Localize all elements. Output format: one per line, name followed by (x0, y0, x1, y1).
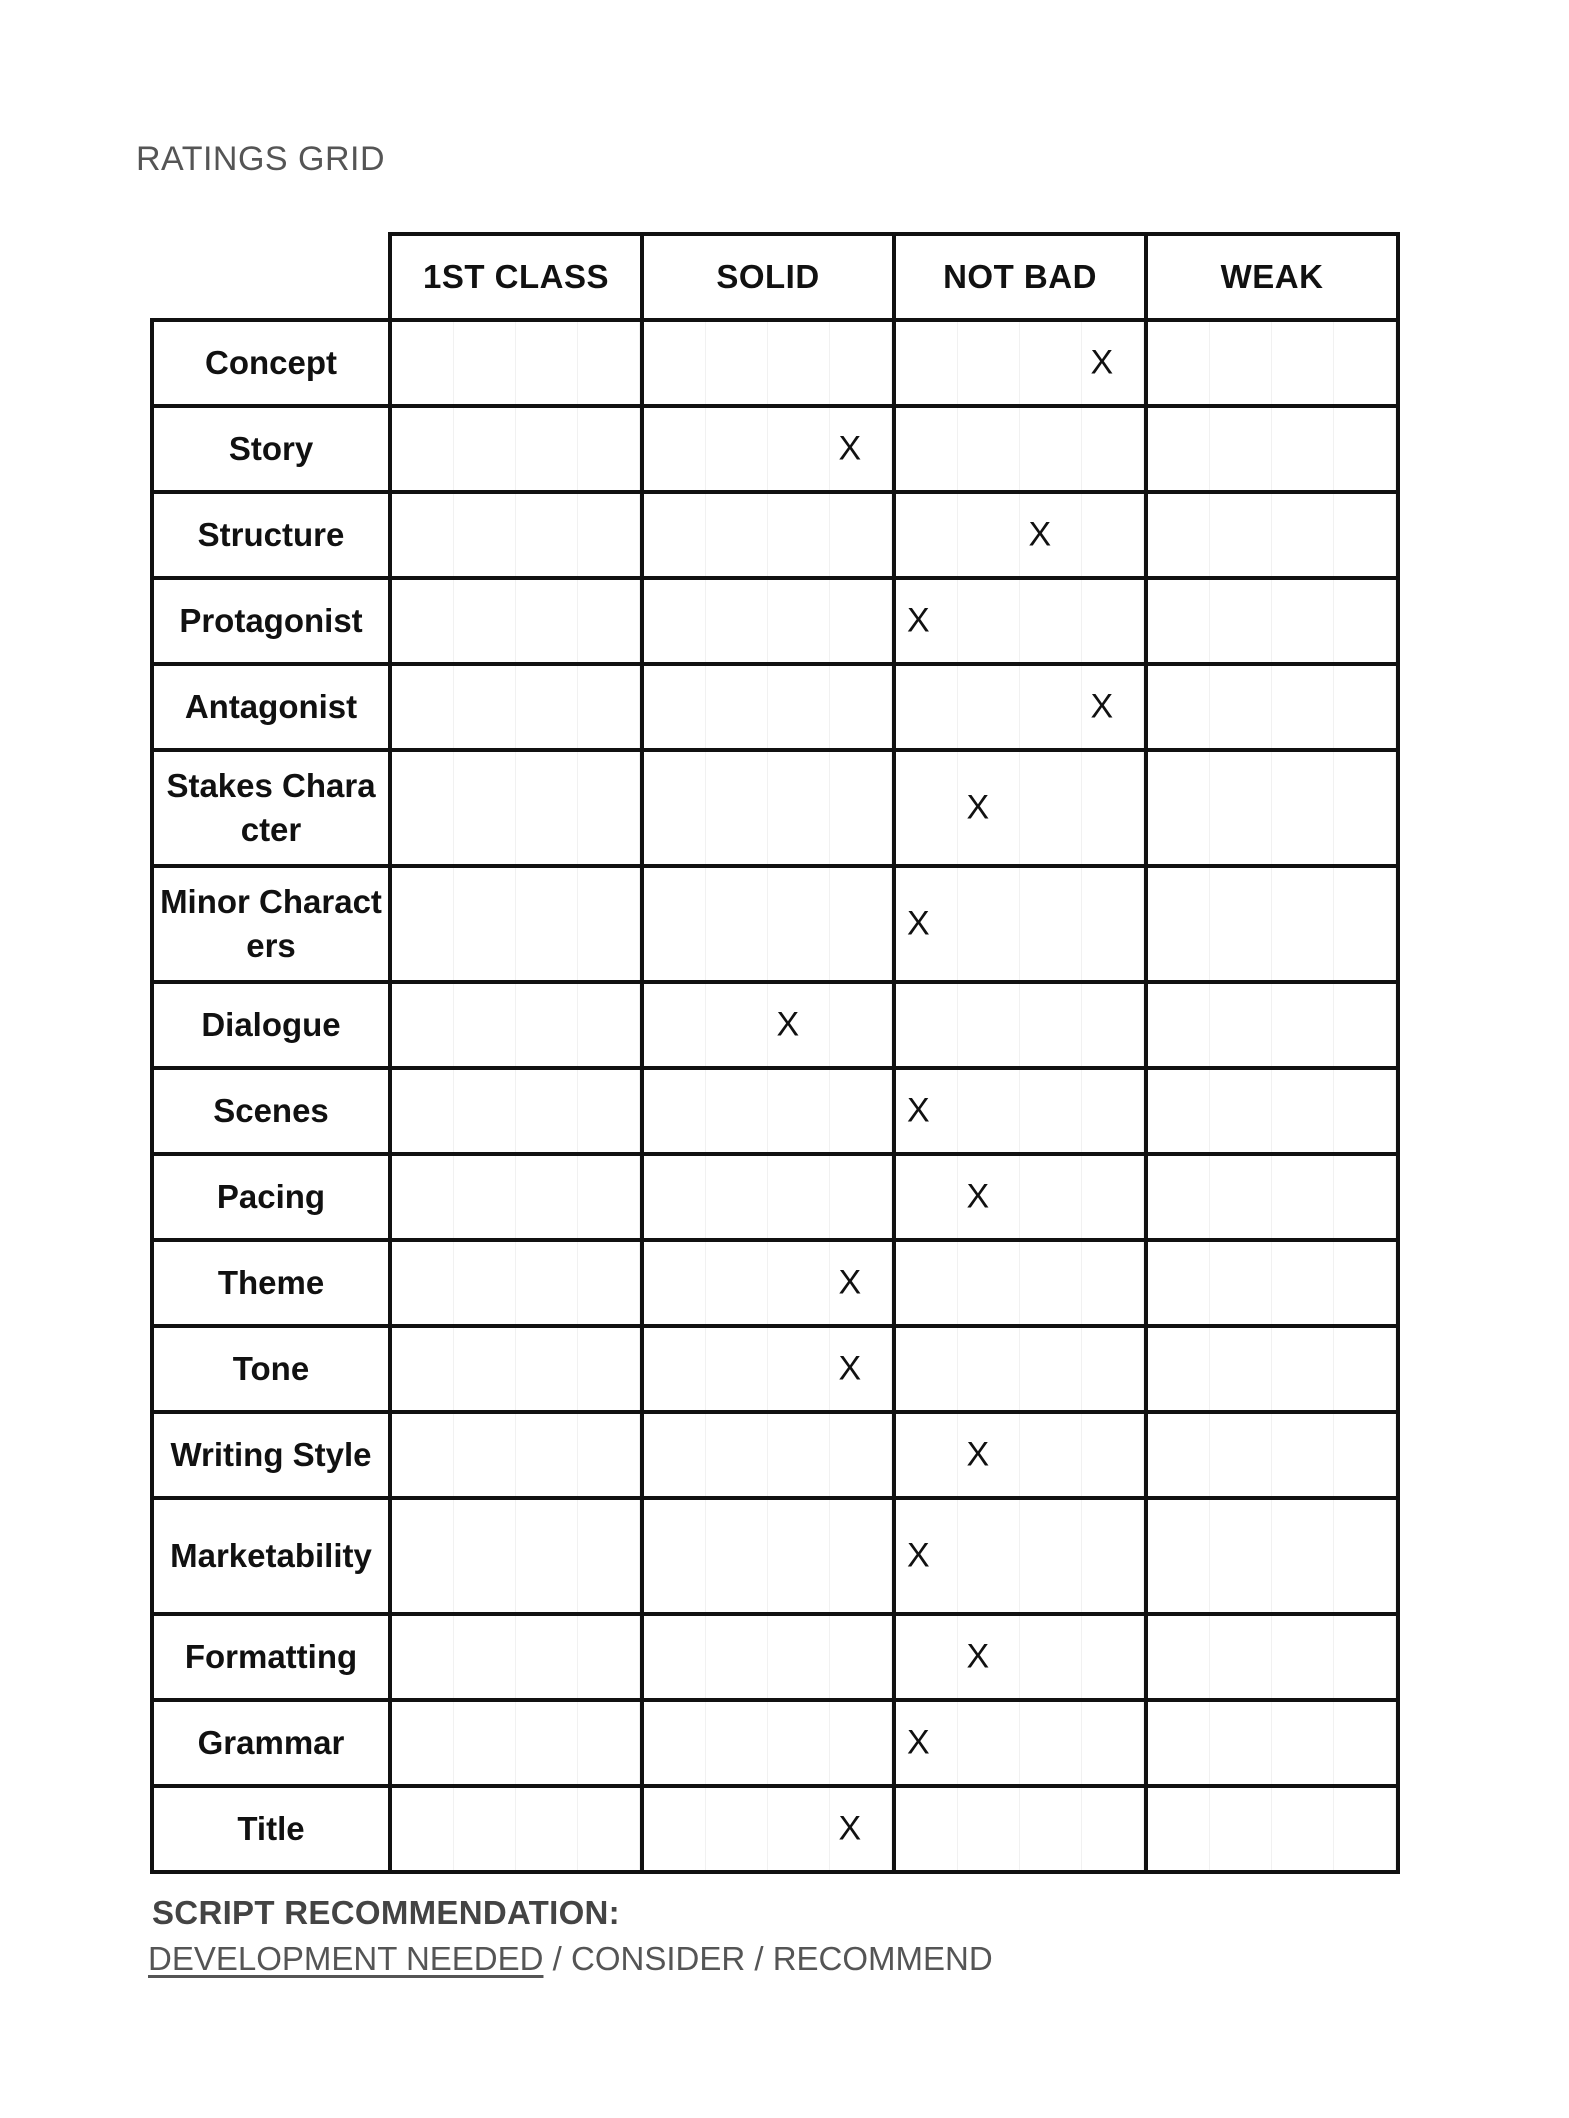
rating-mark: X (966, 788, 990, 827)
rating-cell[interactable] (894, 578, 1146, 664)
column-header: SOLID (642, 234, 894, 320)
recommendation-options (148, 1940, 993, 1978)
ratings-body (152, 320, 1398, 1872)
rating-cell[interactable] (894, 320, 1146, 406)
rating-cell[interactable] (894, 1498, 1146, 1614)
rating-mark: X (966, 1435, 990, 1474)
rating-cell[interactable] (894, 1614, 1146, 1700)
table-row (152, 750, 1398, 866)
row-label: Marketability (152, 1498, 390, 1614)
rating-mark: X (1028, 515, 1052, 554)
rating-cell[interactable] (390, 1068, 642, 1154)
rating-cell[interactable] (390, 982, 642, 1068)
rating-cell[interactable] (894, 1700, 1146, 1786)
rating-cell[interactable] (1146, 320, 1398, 406)
row-label: Formatting (152, 1614, 390, 1700)
row-label: Pacing (152, 1154, 390, 1240)
rating-mark: X (838, 1809, 862, 1848)
rating-mark: X (838, 1349, 862, 1388)
column-header: NOT BAD (894, 234, 1146, 320)
rating-cell[interactable] (390, 1786, 642, 1872)
rating-mark: X (906, 1723, 930, 1762)
rating-cell[interactable] (642, 492, 894, 578)
table-row (152, 664, 1398, 750)
row-label: Story (152, 406, 390, 492)
option-separator: / (745, 1940, 773, 1977)
rating-cell[interactable] (1146, 578, 1398, 664)
rating-mark: X (906, 1091, 930, 1130)
rating-cell[interactable] (642, 1498, 894, 1614)
rating-cell[interactable] (1146, 1786, 1398, 1872)
row-label: Writing Style (152, 1412, 390, 1498)
column-header: WEAK (1146, 234, 1398, 320)
corner-cell (152, 234, 390, 320)
ratings-grid (150, 232, 1400, 1874)
rating-cell[interactable] (642, 1326, 894, 1412)
rating-cell[interactable] (894, 406, 1146, 492)
rating-cell[interactable] (390, 1412, 642, 1498)
rating-mark: X (906, 601, 930, 640)
table-row (152, 1240, 1398, 1326)
rating-cell[interactable] (1146, 1700, 1398, 1786)
rating-cell[interactable] (1146, 406, 1398, 492)
rating-cell[interactable] (642, 320, 894, 406)
rating-cell[interactable] (642, 1240, 894, 1326)
row-label: Concept (152, 320, 390, 406)
rating-cell[interactable] (894, 866, 1146, 982)
rating-cell[interactable] (390, 1240, 642, 1326)
row-label: Dialogue (152, 982, 390, 1068)
rating-cell[interactable] (894, 664, 1146, 750)
rating-cell[interactable] (642, 1154, 894, 1240)
option-separator: / (543, 1940, 571, 1977)
rating-cell[interactable] (894, 492, 1146, 578)
rating-cell[interactable] (894, 1326, 1146, 1412)
rating-cell[interactable] (390, 1614, 642, 1700)
row-label: Stakes Character (152, 750, 390, 866)
rating-cell[interactable] (894, 982, 1146, 1068)
rating-cell[interactable] (1146, 1154, 1398, 1240)
rating-cell[interactable] (642, 664, 894, 750)
table-row (152, 1498, 1398, 1614)
recommendation-option[interactable]: CONSIDER (571, 1940, 746, 1977)
table-row (152, 406, 1398, 492)
rating-cell[interactable] (1146, 750, 1398, 866)
rating-cell[interactable] (642, 750, 894, 866)
rating-cell[interactable] (1146, 1326, 1398, 1412)
rating-cell[interactable] (894, 1068, 1146, 1154)
table-row (152, 1412, 1398, 1498)
rating-cell[interactable] (390, 664, 642, 750)
ratings-table (150, 232, 1400, 1874)
rating-cell[interactable] (1146, 866, 1398, 982)
recommendation-title: SCRIPT RECOMMENDATION: (152, 1894, 620, 1931)
recommendation-option[interactable]: RECOMMEND (772, 1940, 993, 1977)
rating-cell[interactable] (390, 1154, 642, 1240)
rating-cell[interactable] (390, 492, 642, 578)
rating-cell[interactable] (390, 866, 642, 982)
rating-cell[interactable] (642, 982, 894, 1068)
rating-mark: X (1090, 687, 1114, 726)
rating-cell[interactable] (1146, 1498, 1398, 1614)
row-label: Tone (152, 1326, 390, 1412)
rating-mark: X (906, 904, 930, 943)
rating-cell[interactable] (390, 750, 642, 866)
rating-cell[interactable] (390, 406, 642, 492)
rating-cell[interactable] (642, 578, 894, 664)
table-row (152, 1068, 1398, 1154)
rating-cell[interactable] (1146, 492, 1398, 578)
table-row (152, 982, 1398, 1068)
rating-mark: X (966, 1177, 990, 1216)
table-row (152, 1700, 1398, 1786)
row-label: Scenes (152, 1068, 390, 1154)
table-row (152, 1614, 1398, 1700)
rating-cell[interactable] (894, 1412, 1146, 1498)
table-row (152, 1154, 1398, 1240)
rating-cell[interactable] (1146, 1240, 1398, 1326)
rating-cell[interactable] (642, 1614, 894, 1700)
rating-mark: X (838, 1263, 862, 1302)
column-header: 1ST CLASS (390, 234, 642, 320)
rating-mark: X (838, 429, 862, 468)
table-row (152, 492, 1398, 578)
page-title: RATINGS GRID (136, 140, 386, 178)
rating-cell[interactable] (894, 750, 1146, 866)
row-label: Grammar (152, 1700, 390, 1786)
row-label: Structure (152, 492, 390, 578)
rating-cell[interactable] (642, 1412, 894, 1498)
rating-cell[interactable] (642, 1700, 894, 1786)
row-label: Theme (152, 1240, 390, 1326)
rating-cell[interactable] (1146, 1614, 1398, 1700)
row-label: Title (152, 1786, 390, 1872)
table-row (152, 320, 1398, 406)
rating-mark: X (966, 1637, 990, 1676)
rating-cell[interactable] (390, 1498, 642, 1614)
rating-cell[interactable] (642, 1068, 894, 1154)
rating-cell[interactable] (1146, 664, 1398, 750)
rating-cell[interactable] (894, 1154, 1146, 1240)
row-label: Antagonist (152, 664, 390, 750)
rating-mark: X (906, 1536, 930, 1575)
rating-cell[interactable] (1146, 982, 1398, 1068)
rating-cell[interactable] (390, 1700, 642, 1786)
table-row (152, 1326, 1398, 1412)
column-header-row (152, 234, 1398, 320)
table-row (152, 866, 1398, 982)
table-row (152, 578, 1398, 664)
rating-cell[interactable] (894, 1240, 1146, 1326)
rating-cell[interactable] (642, 1786, 894, 1872)
row-label: Minor Characters (152, 866, 390, 982)
rating-cell[interactable] (390, 1326, 642, 1412)
rating-cell[interactable] (390, 578, 642, 664)
rating-cell[interactable] (642, 406, 894, 492)
rating-cell[interactable] (1146, 1068, 1398, 1154)
rating-cell[interactable] (894, 1786, 1146, 1872)
recommendation-option[interactable]: DEVELOPMENT NEEDED (148, 1940, 544, 1977)
row-label: Protagonist (152, 578, 390, 664)
rating-cell[interactable] (390, 320, 642, 406)
rating-mark: X (776, 1005, 800, 1044)
rating-cell[interactable] (642, 866, 894, 982)
rating-mark: X (1090, 343, 1114, 382)
table-row (152, 1786, 1398, 1872)
rating-cell[interactable] (1146, 1412, 1398, 1498)
